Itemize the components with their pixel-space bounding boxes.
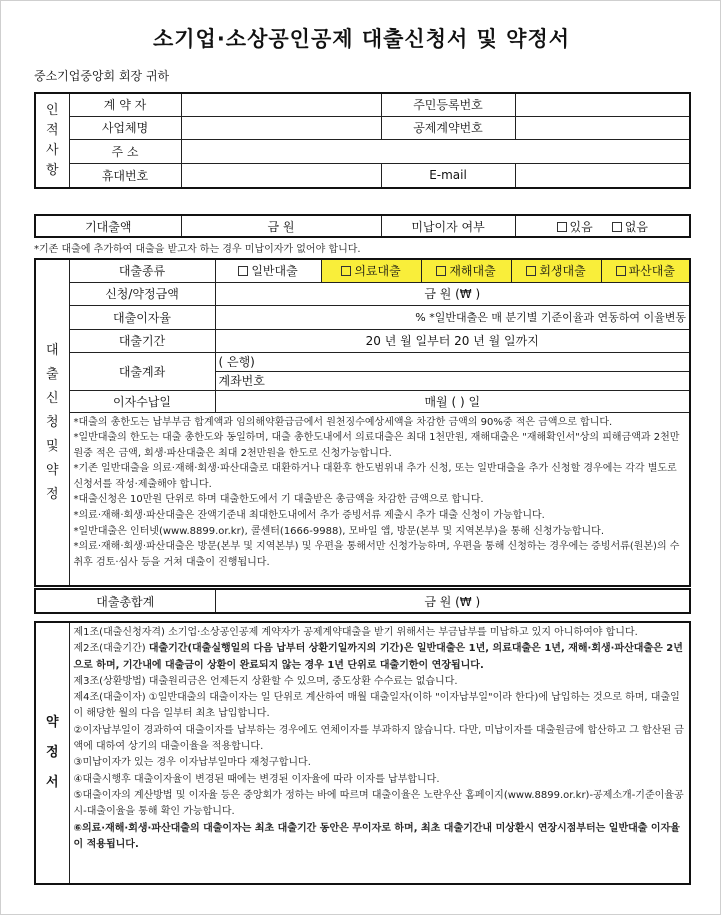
loan-application-table [34,258,691,587]
email-field[interactable] [515,163,690,188]
article-4-6: ⑥의료·재해·회생·파산대출의 대출이자는 최초 대출기간 동안은 무이자로 하며, 최초 대출기간내 미상환시 연장시점부터는 일반대출 이자율이 적용됩니다. [73,822,680,850]
contractor-label: 계 약 자 [69,93,181,116]
contract-no-label: 공제계약번호 [381,116,515,139]
expected-loan-amount[interactable]: 금 원 [181,215,381,237]
agreement-terms [69,622,690,884]
business-name-field[interactable] [181,116,381,139]
loan-type-disaster[interactable]: 재해대출 [421,259,511,282]
article-4: 제4조(대출이자) ①일반대출의 대출이자는 일 단위로 계산하여 매월 대출일자(이하 "이자납부일"이라 한다)에 납입하는 것으로 하며, 대출일이 해당한 월의 다음 일부터 최초 납입합니다. [73,692,680,720]
unpaid-interest-label: 미납이자 여부 [381,215,515,237]
general-checkbox[interactable] [238,266,248,276]
bankruptcy-checkbox[interactable] [616,266,626,276]
account-label: 대출계좌 [69,352,215,390]
note-7: *의료·재해·회생·파산대출은 방문(본부 및 지역본부) 및 우편을 통해서만 신청가능하며, 우편을 통해 신청하는 경우에는 증빙서류(원본)의 수취후 검토·심사 등을 거쳐 대출이 진행됩니다. [73,541,680,568]
address-label: 주 소 [69,139,181,163]
note-1: *대출의 총한도는 납부부금 합계액과 임의해약환급금에서 원천징수예상세액을 차감한 금액의 90%중 적은 금액으로 합니다. [73,416,613,428]
loan-type-medical[interactable]: 의료대출 [321,259,421,282]
pay-day-field[interactable]: 매월 ( ) 일 [215,390,690,412]
mobile-label: 휴대번호 [69,163,181,188]
note-5: *의료·재해·회생·파산대출은 잔액기준내 최대한도내에서 추가 증빙서류 제출시 추가 대출 신청이 가능합니다. [73,510,545,522]
contract-no-field[interactable] [515,116,690,139]
yes-checkbox[interactable] [557,222,567,232]
article-4-5: ⑤대출이자의 계산방법 및 이자율 등은 중앙회가 정하는 바에 따르며 대출이율은 노란우산 홈페이지(www.8899.or.kr)-공제소개-기준이율공시-대출이율을 통해 확인 가능합니다. [73,789,684,818]
loan-side-label: 대출신청및약정 [35,259,69,586]
article-4-2: ②이자납부일이 경과하여 대출이자를 납부하는 경우에도 연체이자를 부과하지 않습니다. 다만, 미납이자를 대출원금에 합산하고 그 합산된 금액에 대하여 상기의 대출이율을 적용합니다. [73,724,684,753]
no-checkbox[interactable] [612,222,622,232]
loan-type-rehab[interactable]: 회생대출 [511,259,601,282]
note-3: *기존 일반대출을 의료·재해·회생·파산대출로 대환하거나 대환후 한도범위내 추가 신청, 또는 일반대출을 추가 신청할 경우에는 각각 별도로 신청서를 작성·제출해야 합니다. [73,463,677,490]
loan-type-label: 대출종류 [69,259,215,282]
rehab-checkbox[interactable] [526,266,536,276]
amount-field[interactable]: 금 원 (₩ ) [215,282,690,305]
account-number-field[interactable]: 계좌번호 [215,371,690,390]
agreement-side-label: 약정서 [35,622,69,884]
note-4: *대출신청은 10만원 단위로 하며 대출한도에서 기 대출받은 총금액을 차감한 금액으로 합니다. [73,494,484,506]
period-field[interactable]: 20 년 월 일부터 20 년 월 일까지 [215,329,690,352]
personal-side-label: 인적사항 [35,93,69,188]
contractor-field[interactable] [181,93,381,116]
medical-checkbox[interactable] [341,266,351,276]
article-2: 제2조(대출기간) 대출기간(대출실행일의 다음 납부터 상환기일까지의 기간)은 일반대출은 1년, 의료대출은 1년, 재해·회생·파산대출은 2년으로 하며, 기간내에 대출금이 상환이 완료되지 않는 경우 1년 단위로 대출기한이 연장됩니다. [73,643,683,671]
yes-label: 있음 [569,219,593,234]
addressee: 중소기업중앙회 회장 귀하 [34,69,170,83]
article-4-4: ④대출시행후 대출이자율이 변경된 때에는 변경된 이자율에 따라 이자를 납부합니다. [73,773,440,785]
agreement-table [34,621,691,885]
personal-info-table [34,92,691,189]
loan-type-general[interactable]: 일반대출 [215,259,321,282]
address-field[interactable] [181,139,690,163]
loan-type-bankruptcy[interactable]: 파산대출 [601,259,690,282]
loan-notes [69,412,690,586]
article-1: 제1조(대출신청자격) 소기업·소상공인공제 계약자가 공제계약대출을 받기 위해서는 부금납부를 미납하고 있지 아니하여야 합니다. [73,627,638,638]
period-label: 대출기간 [69,329,215,352]
resident-no-field[interactable] [515,93,690,116]
total-field[interactable]: 금 원 (₩ ) [215,589,690,613]
note-2: *일반대출의 한도는 대출 총한도와 동일하며, 대출 총한도내에서 의료대출은 최대 1천만원, 재해대출은 "재해확인서"상의 피해금액과 2천만원중 적은 금액, 회생·파산대출은 최대 2천만원을 한도로 신청가능합니다. [73,432,680,459]
note-6: *일반대출은 인터넷(www.8899.or.kr), 콜센터(1666-9988), 모바일 앱, 방문(본부 및 지역본부)을 통해 신청가능합니다. [73,525,604,537]
disaster-checkbox[interactable] [436,266,446,276]
expected-loan-table [34,214,691,238]
article-3: 제3조(상환방법) 대출원리금은 언제든지 상환할 수 있으며, 중도상환 수수료는 없습니다. [73,675,458,687]
page-title: 소기업·소상공인공제 대출신청서 및 약정서 [152,27,571,51]
article-4-3: ③미납이자가 있는 경우 이자납부일마다 재청구합니다. [73,757,311,769]
email-label: E-mail [381,163,515,188]
bank-field[interactable]: ( 은행) [215,352,690,371]
expected-loan-label: 기대출액 [35,215,181,237]
resident-no-label: 주민등록번호 [381,93,515,116]
mobile-field[interactable] [181,163,381,188]
rate-label: 대출이자율 [69,305,215,329]
total-table [34,588,691,614]
pay-day-label: 이자수납일 [69,390,215,412]
rate-field[interactable]: % *일반대출은 매 분기별 기준이율과 연동하여 이율변동 [215,305,690,329]
amount-label: 신청/약정금액 [69,282,215,305]
total-label: 대출총합계 [35,589,215,613]
business-name-label: 사업체명 [69,116,181,139]
expected-loan-note: *기존 대출에 추가하여 대출을 받고자 하는 경우 미납이자가 없어야 합니다. [34,244,361,255]
no-label: 없음 [624,219,648,234]
unpaid-interest-options [515,215,690,237]
